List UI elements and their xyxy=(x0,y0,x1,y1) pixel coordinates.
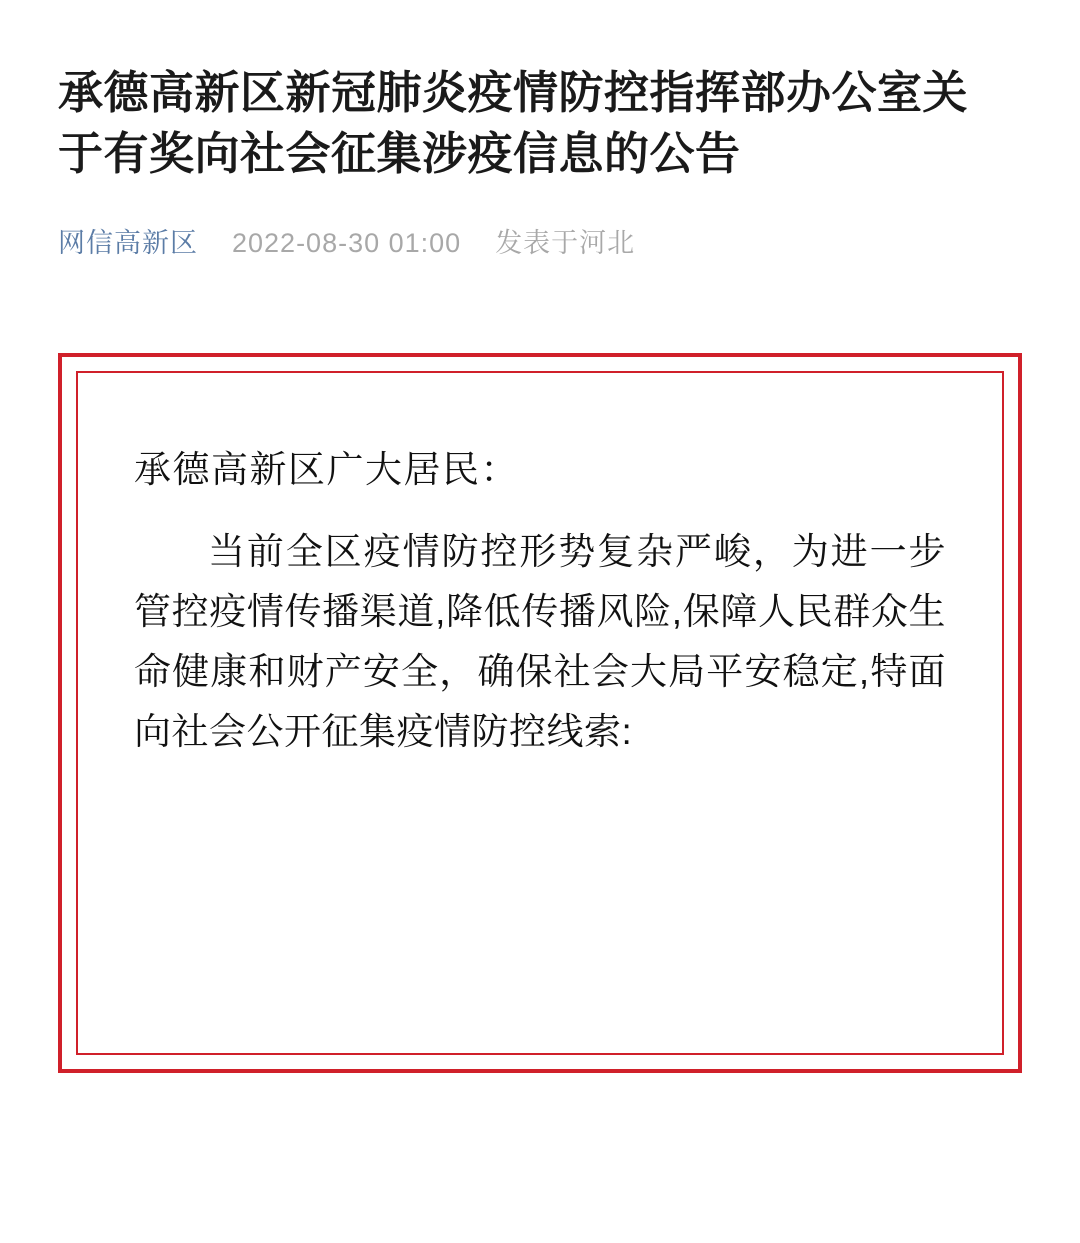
meta-account-name[interactable]: 网信高新区 xyxy=(58,228,198,259)
notice-salutation: 承德高新区广大居民： xyxy=(134,449,519,491)
meta-publish-date: 2022-08-30 01:00 xyxy=(232,228,462,259)
notice-card xyxy=(58,353,1022,1073)
page-title: 承德高新区新冠肺炎疫情防控指挥部办公室关于有奖向社会征集涉疫信息的公告 xyxy=(58,67,969,180)
article-meta xyxy=(58,230,1022,257)
notice-card-inner-border xyxy=(76,371,1004,1055)
meta-publish-location: 发表于河北 xyxy=(495,228,636,259)
notice-body-paragraph: 当前全区疫情防控形势复杂严峻，为进一步管控疫情传播渠道,降低传播风险,保障人民群众生命健康和财产安全，确保社会大局平安稳定,特面向社会公开征集疫情防控线索: xyxy=(134,531,946,753)
